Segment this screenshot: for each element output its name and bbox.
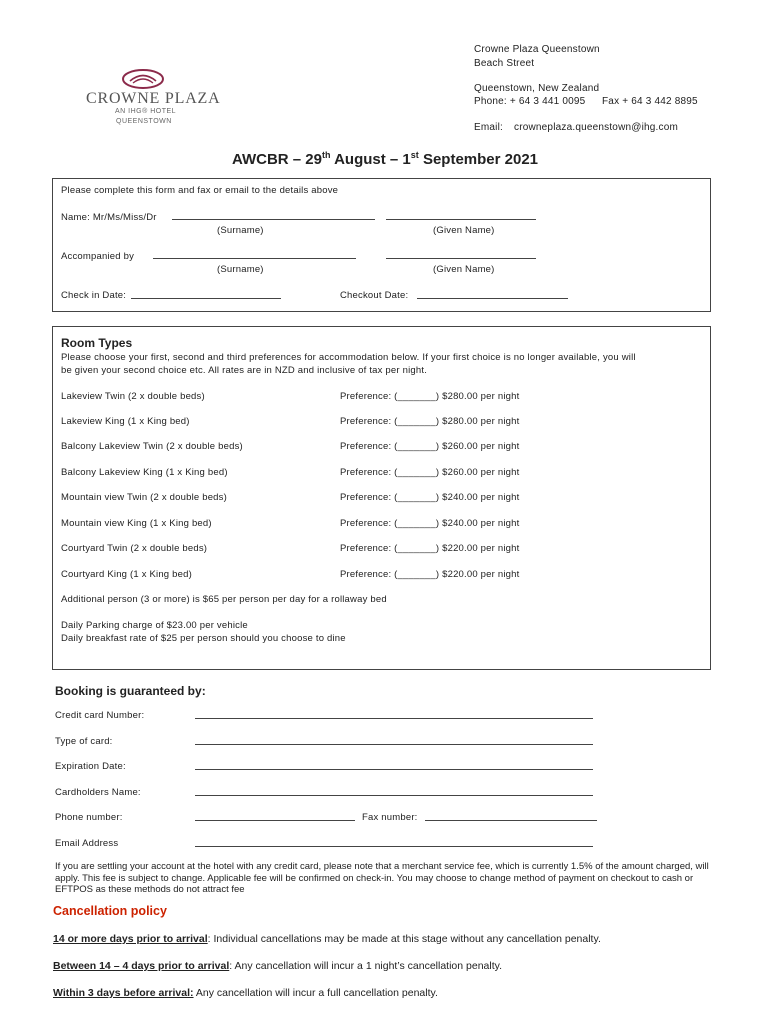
given-name-field[interactable] (386, 210, 536, 220)
phone-field[interactable] (195, 811, 355, 821)
accompanied-given-field[interactable] (386, 249, 536, 259)
room-name: Courtyard Twin (2 x double beds) (61, 543, 208, 554)
expiry-field[interactable] (195, 760, 593, 770)
page-title: AWCBR – 29th August – 1st September 2021 (231, 150, 539, 168)
additional-person-note: Additional person (3 or more) is $65 per person per day for a rollaway bed (61, 594, 387, 605)
accompanied-label: Accompanied by (61, 251, 135, 262)
room-intro-line1: Please choose your first, second and third preferences for accommodation below. If your first choice is no longer available, you will (61, 352, 636, 363)
form-intro: Please complete this form and fax or email to the details above (61, 185, 339, 196)
logo-tagline: AN IHG® HOTEL (115, 108, 177, 115)
accompanied-surname-field[interactable] (153, 249, 356, 259)
name-label: Name: Mr/Ms/Miss/Dr (61, 212, 157, 223)
expiry-label: Expiration Date: (55, 761, 126, 772)
booking-heading: Booking is guaranteed by: (55, 684, 206, 698)
room-intro-line2: be given your second choice etc. All rates are in NZD and inclusive of tax per night. (61, 365, 428, 376)
fax-field[interactable] (425, 811, 597, 821)
hotel-name: Crowne Plaza Queenstown (474, 44, 600, 55)
given-name-caption: (Given Name) (433, 225, 495, 236)
cancellation-heading: Cancellation policy (53, 904, 167, 918)
room-name: Mountain view King (1 x King bed) (61, 518, 212, 529)
room-name: Courtyard King (1 x King bed) (61, 569, 192, 580)
room-preference-field[interactable]: Preference: (_______) $260.00 per night (340, 467, 520, 478)
hotel-street: Beach Street (474, 58, 535, 69)
phone-label: Phone number: (55, 812, 123, 823)
room-preference-field[interactable]: Preference: (_______) $240.00 per night (340, 518, 520, 529)
room-name: Balcony Lakeview Twin (2 x double beds) (61, 441, 243, 452)
card-type-label: Type of card: (55, 736, 113, 747)
hotel-phone: Phone: + 64 3 441 0095 (474, 96, 586, 107)
room-preference-field[interactable]: Preference: (_______) $260.00 per night (340, 441, 520, 452)
crowne-plaza-logo-icon (120, 68, 166, 90)
room-name: Balcony Lakeview King (1 x King bed) (61, 467, 228, 478)
checkin-label: Check in Date: (61, 290, 127, 301)
parking-note: Daily Parking charge of $23.00 per vehicle (61, 620, 248, 631)
fax-label: Fax number: (362, 812, 418, 823)
room-preference-field[interactable]: Preference: (_______) $280.00 per night (340, 391, 520, 402)
checkout-label: Checkout Date: (340, 290, 409, 301)
merchant-fee-note: If you are settling your account at the hotel with any credit card, please note that a merchant service fee, which is currently 1.5% of the amount charged, will apply. This fee is subject to change. Applicable fee will be confirmed on check-in. You may choose to change method of payment on checkout to cash or EFTPOS as these methods do not attract fee (55, 861, 709, 895)
room-name: Mountain view Twin (2 x double beds) (61, 492, 227, 503)
email-label: Email Address (55, 838, 119, 849)
credit-card-label: Credit card Number: (55, 710, 145, 721)
room-preference-field[interactable]: Preference: (_______) $220.00 per night (340, 543, 520, 554)
accompanied-surname-caption: (Surname) (217, 264, 264, 275)
hotel-fax: Fax + 64 3 442 8895 (602, 96, 698, 107)
logo-name: CROWNE PLAZA (86, 90, 221, 107)
hotel-email-label: Email: (474, 122, 503, 133)
breakfast-note: Daily breakfast rate of $25 per person should you choose to dine (61, 633, 346, 644)
cardholder-label: Cardholders Name: (55, 787, 141, 798)
hotel-city: Queenstown, New Zealand (474, 83, 600, 94)
credit-card-field[interactable] (195, 709, 593, 719)
surname-field[interactable] (172, 210, 375, 220)
card-type-field[interactable] (195, 735, 593, 745)
cancellation-item: 14 or more days prior to arrival: Individual cancellations may be made at this stage without any cancellation penalty. (53, 933, 601, 945)
surname-caption: (Surname) (217, 225, 264, 236)
logo-location: QUEENSTOWN (116, 118, 172, 125)
room-types-heading: Room Types (61, 336, 133, 350)
room-preference-field[interactable]: Preference: (_______) $220.00 per night (340, 569, 520, 580)
room-preference-field[interactable]: Preference: (_______) $240.00 per night (340, 492, 520, 503)
checkout-field[interactable] (417, 289, 568, 299)
cardholder-field[interactable] (195, 786, 593, 796)
room-name: Lakeview King (1 x King bed) (61, 416, 190, 427)
hotel-email-link[interactable]: crowneplaza.queenstown@ihg.com (514, 122, 679, 133)
accompanied-given-caption: (Given Name) (433, 264, 495, 275)
cancellation-item: Within 3 days before arrival: Any cancellation will incur a full cancellation penalty. (53, 987, 438, 999)
email-field[interactable] (195, 837, 593, 847)
cancellation-item: Between 14 – 4 days prior to arrival: Any cancellation will incur a 1 night’s cancellation penalty. (53, 960, 503, 972)
room-name: Lakeview Twin (2 x double beds) (61, 391, 205, 402)
checkin-field[interactable] (131, 289, 281, 299)
room-preference-field[interactable]: Preference: (_______) $280.00 per night (340, 416, 520, 427)
